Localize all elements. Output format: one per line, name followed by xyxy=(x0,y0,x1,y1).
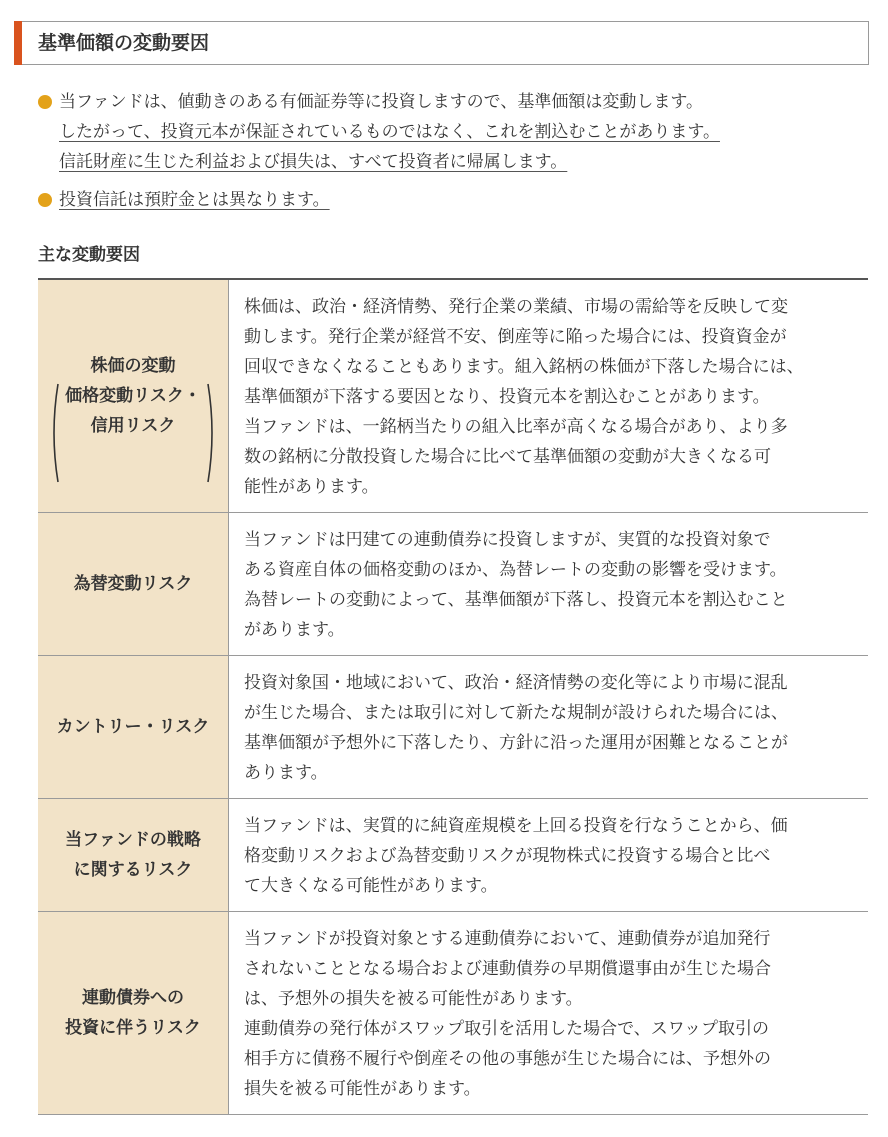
subheading: 主な変動要因 xyxy=(38,245,140,265)
risk-description-line: 相手方に債務不履行や倒産その他の事態が生じた場合には、予想外の xyxy=(244,1049,771,1069)
risk-description-cell xyxy=(229,656,869,799)
risk-description-line: は、予想外の損失を被る可能性があります。 xyxy=(244,989,583,1009)
risk-sublabel-group xyxy=(51,381,215,441)
risk-row xyxy=(38,799,868,912)
risk-row xyxy=(38,656,868,799)
risk-label-cell xyxy=(38,279,229,513)
risk-sublabel: 価格変動リスク・ xyxy=(65,386,201,406)
risk-description-line: 投資対象国・地域において、政治・経済情勢の変化等により市場に混乱 xyxy=(244,673,788,693)
notice-text: 信託財産に生じた利益および損失は、すべて投資者に帰属します。 xyxy=(59,152,568,172)
risk-label-cell xyxy=(38,799,229,912)
risk-label: 投資に伴うリスク xyxy=(65,1018,201,1038)
notice-list xyxy=(38,87,878,215)
right-parenthesis-icon xyxy=(207,383,217,483)
risk-description-line: 当ファンドは、実質的に純資産規模を上回る投資を行なうことから、価 xyxy=(244,816,788,836)
risk-description-line: 損失を被る可能性があります。 xyxy=(244,1079,481,1099)
risk-label: カントリー・リスク xyxy=(56,717,210,737)
risk-description-line: 動します。発行企業が経営不安、倒産等に陥った場合には、投資資金が xyxy=(244,327,787,347)
risk-description-cell xyxy=(229,912,869,1115)
notice-text: 当ファンドは、値動きのある有価証券等に投資しますので、基準価額は変動します。 xyxy=(59,92,703,112)
risk-description-cell xyxy=(229,279,869,513)
risk-description-line: 回収できなくなることもあります。組入銘柄の株価が下落した場合には、 xyxy=(244,357,804,377)
risk-row xyxy=(38,912,868,1115)
risk-description-line: て大きくなる可能性があります。 xyxy=(244,876,498,896)
risk-label-cell xyxy=(38,513,229,656)
risk-label-cell xyxy=(38,656,229,799)
risk-description-line: 基準価額が下落する要因となり、投資元本を割込むことがあります。 xyxy=(244,387,770,407)
risk-description-line: があります。 xyxy=(244,620,345,640)
risk-description-line: 数の銘柄に分散投資した場合に比べて基準価額の変動が大きくなる可 xyxy=(244,447,771,467)
risk-label: に関するリスク xyxy=(73,860,193,880)
risk-description-line: 基準価額が予想外に下落したり、方針に沿った運用が困難となることが xyxy=(244,733,788,753)
risk-description-line: されないこととなる場合および連動債券の早期償還事由が生じた場合 xyxy=(244,959,771,979)
risk-description-line: 連動債券の発行体がスワップ取引を活用した場合で、スワップ取引の xyxy=(244,1019,769,1039)
risk-sublabel: 信用リスク xyxy=(90,416,176,436)
bullet-dot-icon xyxy=(38,193,52,207)
risk-description-cell xyxy=(229,513,869,656)
risk-row xyxy=(38,513,868,656)
risk-description-line: 格変動リスクおよび為替変動リスクが現物株式に投資する場合と比べ xyxy=(244,846,771,866)
risk-label: 為替変動リスク xyxy=(73,574,193,594)
left-parenthesis-icon xyxy=(49,383,59,483)
title-accent-bar xyxy=(14,21,22,65)
section-title-box xyxy=(14,21,869,65)
risk-table xyxy=(38,278,868,1115)
notice-line xyxy=(59,87,878,117)
notice-text: したがって、投資元本が保証されているものではなく、これを割込むことがあります。 xyxy=(59,122,720,142)
risk-label: 連動債券への xyxy=(82,988,184,1008)
risk-description-line: 当ファンドは、一銘柄当たりの組入比率が高くなる場合があり、より多 xyxy=(244,417,788,437)
risk-description-line: 為替レートの変動によって、基準価額が下落し、投資元本を割込むこと xyxy=(244,590,788,610)
notice-text: 投資信託は預貯金とは異なります。 xyxy=(59,190,330,210)
risk-description-line: が生じた場合、または取引に対して新たな規制が設けられた場合には、 xyxy=(244,703,788,723)
risk-description-line: 当ファンドが投資対象とする連動債券において、連動債券が追加発行 xyxy=(244,929,771,949)
risk-description-cell xyxy=(229,799,869,912)
risk-description-line: あります。 xyxy=(244,763,328,783)
risk-label-cell xyxy=(38,912,229,1115)
notice-line xyxy=(59,117,878,147)
risk-description-line: ある資産自体の価格変動のほか、為替レートの変動の影響を受けます。 xyxy=(244,560,787,580)
risk-description-line: 株価は、政治・経済情勢、発行企業の業績、市場の需給等を反映して変 xyxy=(244,297,788,317)
bullet-dot-icon xyxy=(38,95,52,109)
risk-label: 当ファンドの戦略 xyxy=(65,830,201,850)
risk-row xyxy=(38,279,868,513)
section-title: 基準価額の変動要因 xyxy=(38,32,210,54)
risk-description-line: 当ファンドは円建ての連動債券に投資しますが、実質的な投資対象で xyxy=(244,530,771,550)
notice-line xyxy=(59,147,878,177)
notice-item xyxy=(38,87,878,177)
notice-item xyxy=(38,185,878,215)
notice-line xyxy=(59,185,878,215)
risk-description-line: 能性があります。 xyxy=(244,477,379,497)
risk-label: 株価の変動 xyxy=(90,356,176,376)
